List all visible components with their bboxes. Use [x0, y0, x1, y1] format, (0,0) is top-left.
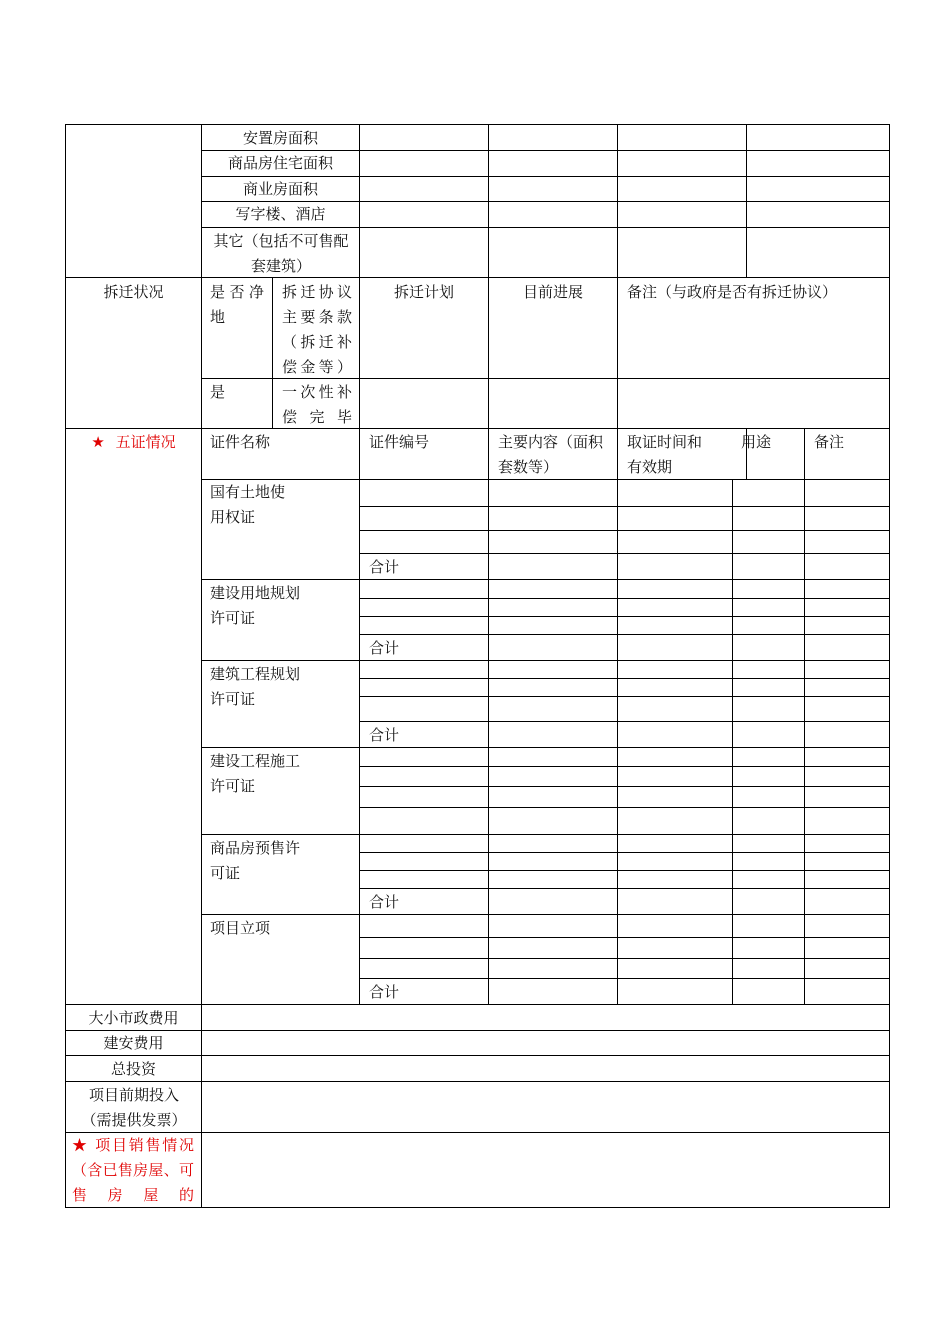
- table-divider: [746, 124, 747, 277]
- table-divider: [359, 888, 889, 889]
- area-row-residential: 商品房住宅面积: [227, 154, 333, 172]
- certificate-group-land-use: 国有土地使用权证: [210, 483, 286, 526]
- header-demolition-plan: 拆迁计划: [393, 283, 454, 301]
- table-divider: [617, 124, 618, 277]
- table-divider: [359, 978, 889, 979]
- table-divider: [201, 834, 889, 835]
- table-divider: [65, 1132, 890, 1133]
- table-divider: [201, 227, 889, 228]
- table-divider: [359, 937, 889, 938]
- table-divider: [201, 479, 889, 480]
- table-divider: [65, 428, 890, 429]
- table-divider: [201, 660, 889, 661]
- table-divider: [201, 176, 889, 177]
- table-divider: [359, 696, 889, 697]
- star-icon: ★: [72, 1136, 89, 1154]
- area-row-commercial: 商业房面积: [242, 180, 318, 198]
- demolition-section-label: 拆迁状况: [103, 283, 164, 301]
- area-row-other: 其它（包括不可售配套建筑）: [213, 232, 349, 275]
- table-divider: [617, 277, 618, 428]
- table-divider: [359, 124, 360, 277]
- subtotal-label: 合计: [369, 558, 400, 576]
- table-divider: [359, 553, 889, 554]
- table-divider: [65, 1030, 890, 1031]
- table-divider: [732, 479, 733, 1004]
- certificate-group-land-planning: 建设用地规划许可证: [210, 584, 301, 627]
- sales-section-label: [72, 1133, 194, 1208]
- table-border-bottom: [65, 1207, 890, 1208]
- table-divider: [359, 870, 889, 871]
- table-divider: [359, 958, 889, 959]
- certificate-group-presale-permit: 商品房预售许可证: [210, 839, 301, 882]
- total-investment-label: 总投资: [110, 1060, 156, 1078]
- area-row-office-hotel: 写字楼、酒店: [235, 205, 326, 223]
- table-divider: [804, 428, 805, 1004]
- table-divider: [359, 678, 889, 679]
- sales-section-text: 项目销售情况（含已售房屋、可售房屋的: [72, 1136, 194, 1204]
- header-issue-date: 取证时间和有效期: [627, 433, 703, 476]
- table-divider: [201, 914, 889, 915]
- header-certificate-number: 证件编号: [369, 433, 430, 451]
- header-demolition-remarks: 备注（与政府是否有拆迁协议）: [627, 283, 838, 301]
- value-agreement-terms: 一次性补偿完毕: [282, 383, 352, 426]
- table-divider: [359, 634, 889, 635]
- table-divider: [359, 428, 360, 1004]
- table-divider: [359, 530, 889, 531]
- municipal-fees-label: 大小市政费用: [88, 1009, 179, 1027]
- table-border-left: [65, 124, 66, 1207]
- certificate-group-construction-permit: 建设工程施工许可证: [210, 752, 301, 795]
- early-investment-label: 项目前期投入（需提供发票）: [81, 1086, 187, 1129]
- certificate-group-engineering-planning: 建筑工程规划许可证: [210, 665, 301, 708]
- table-divider: [359, 598, 889, 599]
- table-divider: [65, 1081, 890, 1082]
- table-divider: [359, 721, 889, 722]
- table-divider: [201, 378, 889, 379]
- table-divider: [488, 428, 489, 1004]
- table-divider: [359, 786, 889, 787]
- star-icon: ★: [91, 433, 105, 451]
- table-divider: [617, 428, 618, 1004]
- header-current-progress: 目前进展: [522, 283, 583, 301]
- certificate-group-project-approval: 项目立项: [210, 919, 271, 937]
- table-divider: [201, 124, 202, 1207]
- subtotal-label: 合计: [369, 726, 400, 744]
- subtotal-label: 合计: [369, 639, 400, 657]
- table-divider: [359, 277, 360, 428]
- table-divider: [65, 277, 890, 278]
- table-divider: [65, 1004, 890, 1005]
- table-border-top: [65, 124, 890, 125]
- table-divider: [65, 1055, 890, 1056]
- header-certificate-remarks: 备注: [814, 433, 845, 451]
- construction-cost-label: 建安费用: [103, 1034, 164, 1052]
- subtotal-label: 合计: [369, 983, 400, 1001]
- table-divider: [488, 124, 489, 277]
- certificates-section-label: [66, 430, 201, 455]
- value-clean-land: 是: [210, 383, 226, 401]
- subtotal-label: 合计: [369, 893, 400, 911]
- table-divider: [359, 766, 889, 767]
- header-usage: 用途: [741, 433, 772, 451]
- table-border-right: [889, 124, 890, 1207]
- header-certificate-name: 证件名称: [210, 433, 271, 451]
- table-divider: [201, 747, 889, 748]
- header-clean-land: 是否净地: [210, 283, 264, 326]
- table-divider: [201, 201, 889, 202]
- header-main-content: 主要内容（面积套数等）: [498, 433, 604, 476]
- table-divider: [201, 150, 889, 151]
- table-divider: [359, 616, 889, 617]
- table-divider: [359, 852, 889, 853]
- table-divider: [746, 428, 747, 479]
- table-divider: [488, 277, 489, 428]
- certificates-section-text: 五证情况: [115, 433, 176, 451]
- area-row-resettlement: 安置房面积: [242, 129, 318, 147]
- table-divider: [201, 579, 889, 580]
- table-divider: [272, 277, 273, 428]
- table-divider: [359, 506, 889, 507]
- header-agreement-terms: 拆迁协议主要条款（拆迁补偿金等）: [282, 283, 352, 376]
- table-divider: [359, 807, 889, 808]
